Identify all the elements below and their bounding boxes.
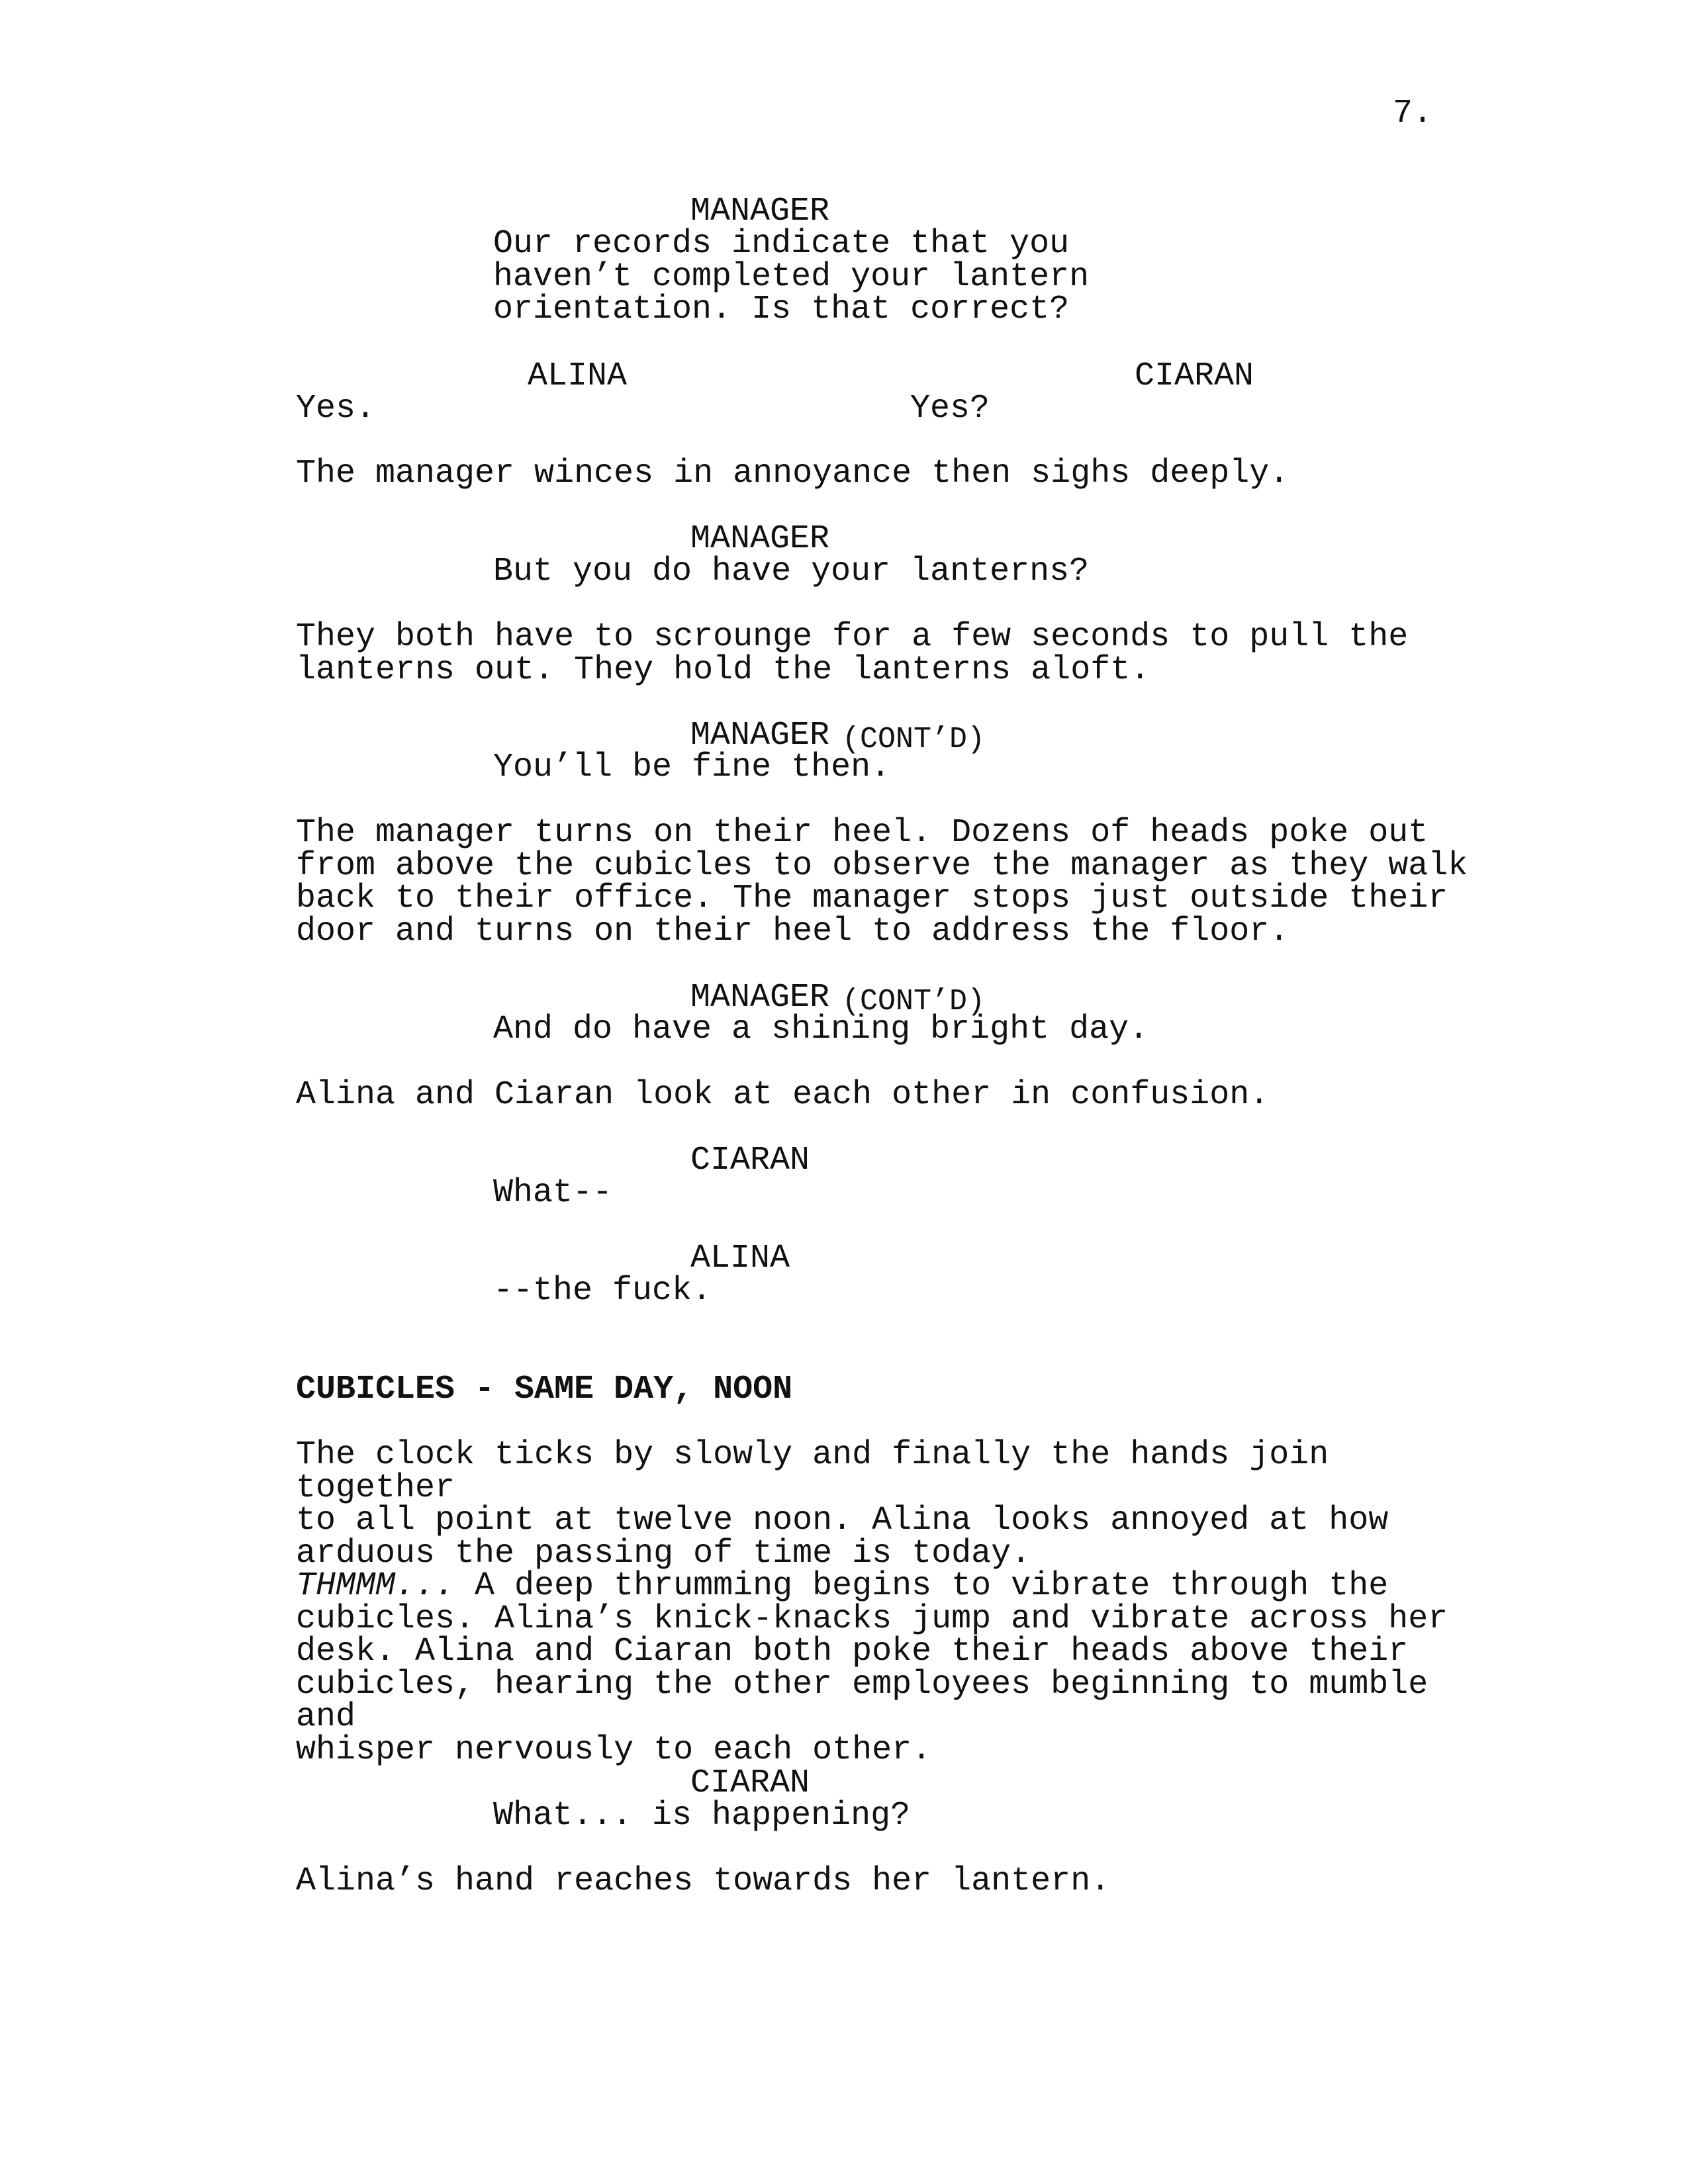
dialogue: Yes.	[296, 390, 376, 428]
dialogue: But you do have your lanterns?	[493, 553, 1090, 590]
action-line: Alina and Ciaran look at each other in confusion.	[296, 1076, 1270, 1114]
action-line: The clock ticks by slowly and finally the hands join together to all point at twelve noon. Alina looks annoyed at how arduous the passing of time is today.	[296, 1436, 1389, 1572]
action-line: They both have to scrounge for a few seconds to pull the lanterns out. They hold the lanterns aloft.	[296, 618, 1409, 689]
character-name: MANAGER	[690, 717, 830, 754]
dialogue: And do have a shining bright day.	[493, 1011, 1149, 1048]
sound-effect: THMMM...	[296, 1567, 455, 1605]
action-line: The manager turns on their heel. Dozens of heads poke out from above the cubicles to observe the manager as they walk back to their office. The manager stops just outside their door and turns on their heel to address the floor.	[296, 814, 1468, 950]
action-text: A deep thrumming begins to vibrate through the cubicles. Alina’s knick-knacks jump and vibrate across her desk. Alina and Ciaran both poke their heads above their cubicles, hearing the other employees beginning to mumble and whisper nervously to each other.	[296, 1567, 1448, 1769]
dialogue: You’ll be fine then.	[493, 749, 891, 786]
page-number: 7.	[1393, 95, 1433, 132]
dialogue: What... is happening?	[493, 1797, 911, 1835]
character-name: ALINA	[528, 357, 628, 395]
action-line: The manager winces in annoyance then sighs deeply.	[296, 455, 1289, 492]
character-extension: (CONT’D)	[842, 723, 986, 756]
character-name: MANAGER	[690, 520, 830, 558]
character-name: CIARAN	[1135, 357, 1254, 395]
dialogue: Yes?	[910, 390, 990, 428]
character-name: MANAGER	[690, 979, 830, 1017]
dialogue: What--	[493, 1174, 613, 1212]
action-line	[296, 1567, 1487, 1769]
action-line: Alina’s hand reaches towards her lantern.	[296, 1862, 1111, 1900]
character-name: MANAGER	[690, 193, 830, 230]
dialogue: --the fuck.	[493, 1272, 712, 1310]
character-name: CIARAN	[690, 1142, 810, 1179]
character-name: ALINA	[690, 1240, 790, 1277]
dialogue: Our records indicate that you haven’t completed your lantern orientation. Is that correct?	[493, 225, 1090, 328]
character-name: CIARAN	[690, 1764, 810, 1802]
character-extension: (CONT’D)	[842, 985, 986, 1019]
scene-heading: CUBICLES - SAME DAY, NOON	[296, 1371, 793, 1408]
